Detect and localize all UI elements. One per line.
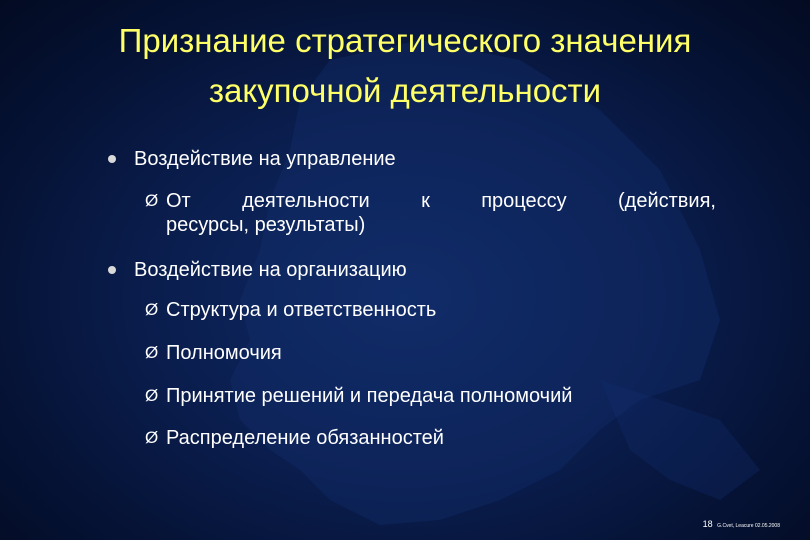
slide-title (40, 16, 770, 116)
arrow-icon: Ø (145, 428, 159, 447)
bullet-item-organization: Воздействие на организацию (134, 259, 407, 281)
arrow-icon: Ø (145, 386, 159, 405)
sub-item-authority: Полномочия (166, 342, 282, 364)
sub-item-structure: Структура и ответственность (166, 299, 437, 321)
word: к (421, 190, 430, 212)
bullet-dot (108, 155, 116, 163)
sub-item-line-1 (166, 189, 716, 213)
word: процессу (481, 190, 567, 212)
footer-note: G.Cvet, Leacure 02.05.2008 (717, 523, 780, 529)
sub-item-activity-to-process (166, 189, 716, 237)
title-line-1: Признание стратегического значения (118, 22, 692, 59)
arrow-icon: Ø (145, 343, 159, 362)
arrow-icon: Ø (145, 300, 159, 319)
sub-item-decisions: Принятие решений и передача полномочий (166, 385, 573, 407)
word: От (166, 190, 191, 212)
page-number: 18 (702, 519, 713, 529)
word: деятельности (242, 190, 370, 212)
title-line-2: закупочной деятельности (208, 72, 602, 109)
sub-item-line-2: ресурсы, результаты) (166, 214, 366, 236)
arrow-icon: Ø (145, 191, 159, 210)
bullet-item-management: Воздействие на управление (134, 148, 396, 170)
sub-item-duties: Распределение обязанностей (166, 427, 444, 449)
slide-footer (703, 519, 780, 529)
bullet-dot (108, 266, 116, 274)
word: (действия, (618, 190, 716, 212)
